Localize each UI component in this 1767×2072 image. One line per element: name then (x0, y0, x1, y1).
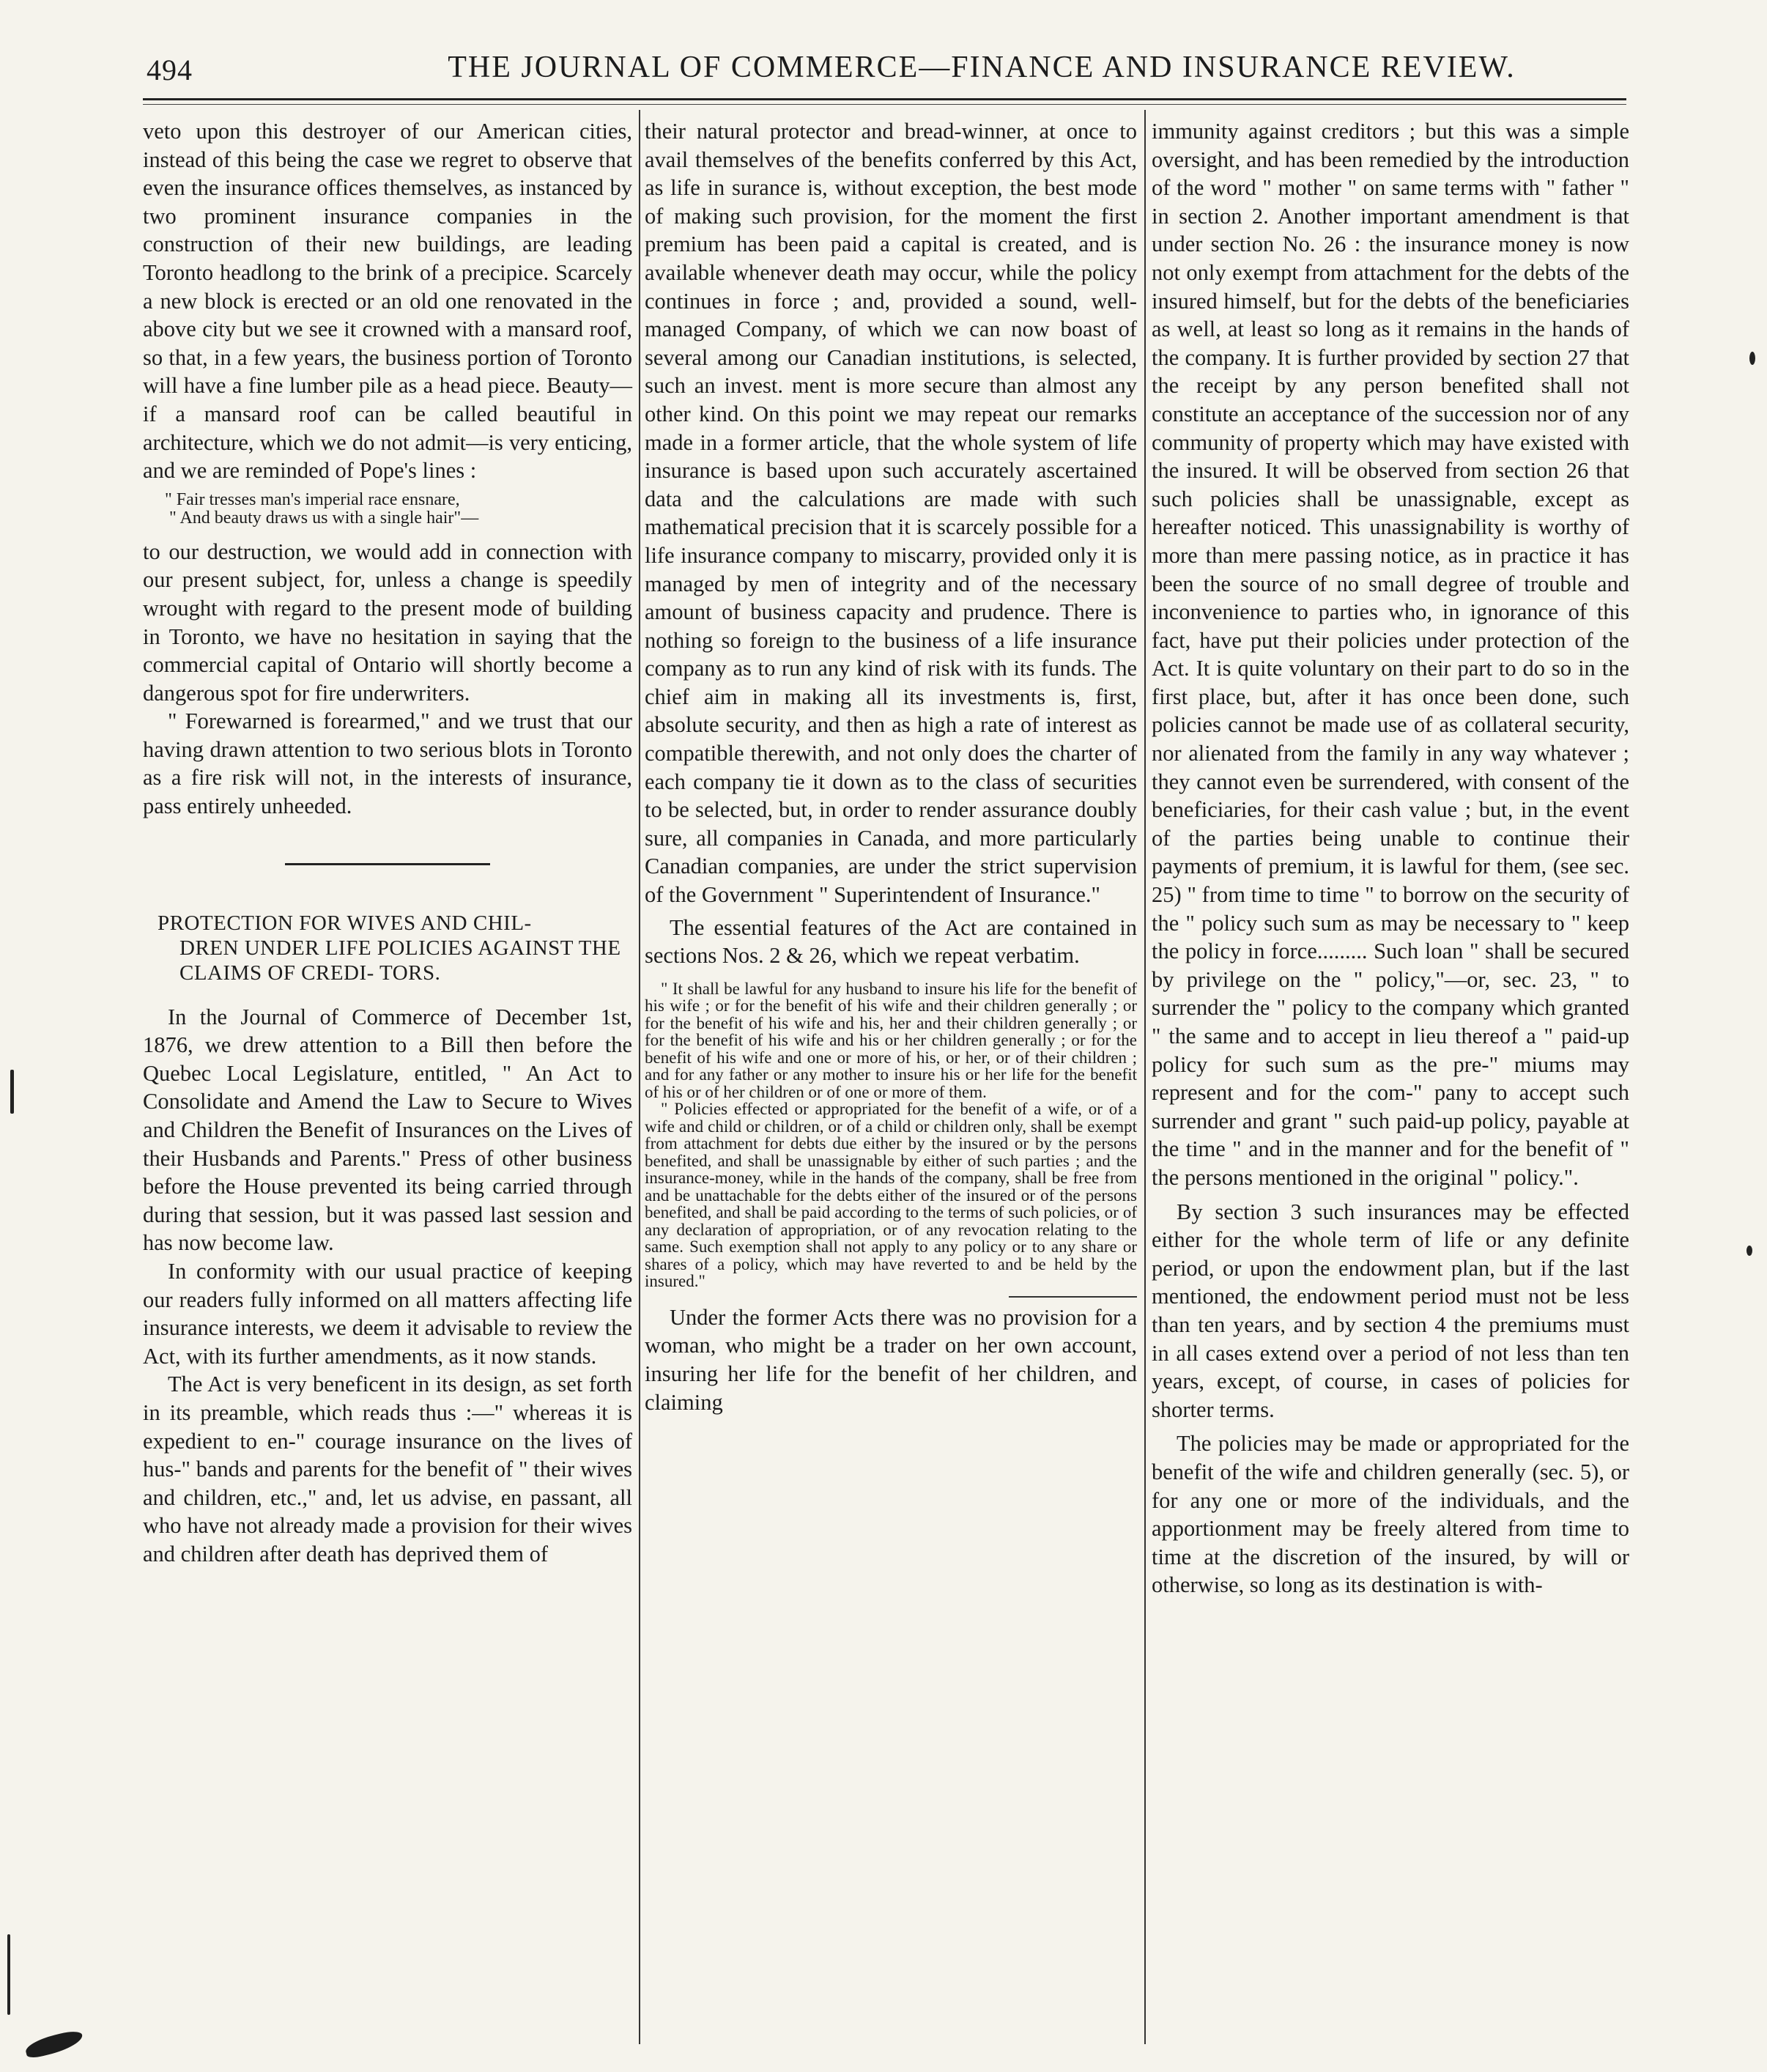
verse-quote (143, 491, 632, 528)
spacer (645, 970, 1137, 980)
paragraph: The essential features of the Act are contained in sections Nos. 2 & 26, which we repeat verbatim. (645, 914, 1137, 969)
paragraph: to our destruction, we would add in connection with our present subject, for, unless a change is speedily wrought with regard to the present mode of building in Toronto, we have no hesitation in saying that the commercial capital of Ontario will shortly become a dangerous spot for fire underwriters. (143, 539, 632, 706)
column-divider (639, 110, 640, 2044)
paragraph: veto upon this destroyer of our American cities, instead of this being the case we regret to observe that even the insurance offices themselves, as instanced by two prominent insurance companies in the construction of their new buildings, are leading Toronto headlong to the brink of a precipice. Scarcely a new block is erected or an old one renovated in the above city but we see it crowned with a mansard roof, so that, in a few years, the business portion of Toronto will have a fine lumber pile as a head piece. Beauty—if a mansard roof can be called beautiful in architecture, which we do not admit—is very enticing, and we are reminded of Pope's lines : (143, 119, 632, 484)
paragraph: The policies may be made or appropriated for the benefit of the wife and children generally (sec. 5), or for any one or more of the individuals, and the apportionment may be freely altered from time to time at the discretion of the insured, by will or otherwise, so long as its destination is with- (1152, 1431, 1629, 1598)
column-3 (1152, 117, 1629, 1599)
ink-blot (23, 2029, 84, 2060)
column-1 (143, 117, 632, 1569)
paragraph: In the Journal of Commerce of December 1st, 1876, we drew attention to a Bill then before the Quebec Local Legislature, entitled, " An Act to Consolidate and Amend the Law to Secure to Wives and Children the Benefit of Insurances on the Lives of their Husbands and Parents." Press of other business before the House prevented its being carried through during that session, but it was passed last session and has now become law. (143, 1004, 632, 1256)
paragraph: their natural protector and bread-winner, at once to avail themselves of the benefits conferred by this Act, as life in surance is, without exception, the best mode of making such provision, for the moment the first premium has been paid a capital is created, and is available whenever death may occur, while the policy continues in force ; and, provided a sound, well-managed Company, of which we can now boast of several among our Canadian institutions, is selected, such an invest. ment is more secure than almost any other kind. On this point we may repeat our remarks made in a former article, that the whole system of life insurance is based upon such accurately ascertained data and the calculations are made with such mathematical precision that it is scarcely possible for a life insurance company to miscarry, provided only it is managed by men of integrity and of the necessary amount of business capacity and prudence. There is nothing so foreign to the business of a life insurance company as to run any kind of risk with its funds. The chief aim in making all its investments is, first, absolute security, and then as high a rate of interest as compatible therewith, and not only does the charter of each company tie it down as to the class of securities to be selected, but, in order to render assurance doubly sure, all companies in Canada, and more particularly Canadian companies, are under the strict supervision of the Government " Superintendent of Insurance." (645, 119, 1137, 908)
article-heading (143, 911, 632, 985)
page-number: 494 (147, 53, 193, 86)
header-rule-thin (143, 104, 1626, 105)
paragraph: By section 3 such insurances may be effected either for the whole term of life or any definite period, or upon the endowment plan, but if the last mentioned, the endowment period must not be less than ten years, and by section 4 the premiums must in all cases extend over a period of not less than ten years, except, of course, in cases of policies for shorter terms. (1152, 1199, 1629, 1422)
column-2 (645, 117, 1137, 1416)
page-header (139, 47, 1641, 94)
paragraph: In conformity with our usual practice of keeping our readers fully informed on all matters affecting life insurance interests, we deem it advisable to review the Act, with its further amendments, as it now stands. (143, 1259, 632, 1369)
heading-line: DREN UNDER LIFE POLICIES AGAINST THE CLAIMS OF CREDI- TORS. (179, 936, 621, 985)
paragraph: The Act is very beneficent in its design, as set forth in its preamble, which reads thus :—" whereas it is expedient to en-" courage insurance on the lives of hus-" bands and parents for the benefit of " their wives and children, etc.," and, let us advise, en passant, all who have not already made a provision for their wives and children after death has deprived them of (143, 1372, 632, 1566)
statute-quote: " Policies effected or appropriated for the benefit of a wife, or of a wife and child or children, or of a child or children only, shall be exempt from attachment for debts due either by the insured or by the persons benefited, and shall be unassignable by either of such parties ; and the insurance-money, while in the hands of the company, shall be free from and be unattachable for the debts either of the insured or of the persons benefited, and shall be paid according to the terms of such policies, or of any declaration of appropriation, or of any revocation relating to the same. Such exemption shall not apply to any policy or to any share or shares of a policy, which may have reverted to and be held by the insured." (645, 1100, 1137, 1291)
verse-line: " And beauty draws us with a single hair"— (169, 508, 479, 528)
header-rule (143, 98, 1626, 100)
paragraph: immunity against creditors ; but this was a simple oversight, and has been remedied by the introduction of the word " mother " on same terms with " father " in section 2. Another important amendment is that under section No. 26 : the insurance money is now not only exempt from attachment for the debts of the insured himself, but for the debts of the beneficiaries as well, at least so long as it remains in the hands of the company. It is further provided by section 27 that the receipt by any person benefited shall not constitute an acceptance of the succession nor of any community of property which may have existed with the insured. It will be observed from section 26 that such policies shall be unassignable, except as hereafter noticed. This unassignability is worthy of more than mere passing notice, as in practice it has been the source of no small degree of trouble and inconvenience to parties who, in ignorance of this fact, have put their policies under protection of the Act. It is quite voluntary on their part to do so in the first place, but, after it has once been done, such policies cannot be made use of as collateral security, nor alienated from the family in any way whatever ; they cannot even be surrendered, with consent of the beneficiaries, for their cash value ; but, in the event of the parties being unable to continue their payments of premium, it is lawful for them, (see sec. 25) " from time to time " to borrow on the security of the " policy such sum as may be necessary to " keep the policy in force......... Such loan " shall be secured by privilege on the " policy,"—or, sec. 23, " to surrender the " policy to the company which granted " the same and to accept in lieu thereof a " paid-up policy for such sum as the pre-" miums may represent and for the com-" pany to accept such surrender and grant " such paid-up policy, payable at the time " and in the manner and for the benefit of " the persons mentioned in the original " policy.". (1152, 119, 1629, 1190)
paragraph: " Forewarned is forearmed," and we trust that our having drawn attention to two serious blots in Toronto as a fire risk will not, in the interests of insurance, pass entirely unheeded. (143, 708, 632, 819)
running-title: THE JOURNAL OF COMMERCE—FINANCE AND INSURANCE REVIEW. (448, 51, 1516, 84)
ink-speck (7, 1934, 10, 2015)
section-divider (285, 863, 490, 865)
paragraph: Under the former Acts there was no provision for a woman, who might be a trader on her own account, insuring her life for the benefit of her children, and claiming (645, 1304, 1137, 1415)
heading-line: PROTECTION FOR WIVES AND CHIL- (158, 911, 532, 935)
ink-speck (1749, 352, 1755, 365)
column-divider (1144, 110, 1146, 2044)
statute-quote: " It shall be lawful for any husband to insure his life for the benefit of his wife ; or for the benefit of his wife and their children generally ; or for the benefit of his wife and his, her and their children generally ; or for the benefit of his wife and his or her children generally ; or for the benefit of his wife and one or more of his, or her, or of their children ; and for any father or any mother to insure his or her life for the benefit of his or of her children or of one or more of them. (645, 979, 1137, 1101)
ink-speck (1746, 1246, 1752, 1256)
ink-speck (10, 1070, 14, 1114)
quote-end-rule (1009, 1296, 1137, 1298)
verse-line: " Fair tresses man's imperial race ensnare, (165, 489, 460, 509)
